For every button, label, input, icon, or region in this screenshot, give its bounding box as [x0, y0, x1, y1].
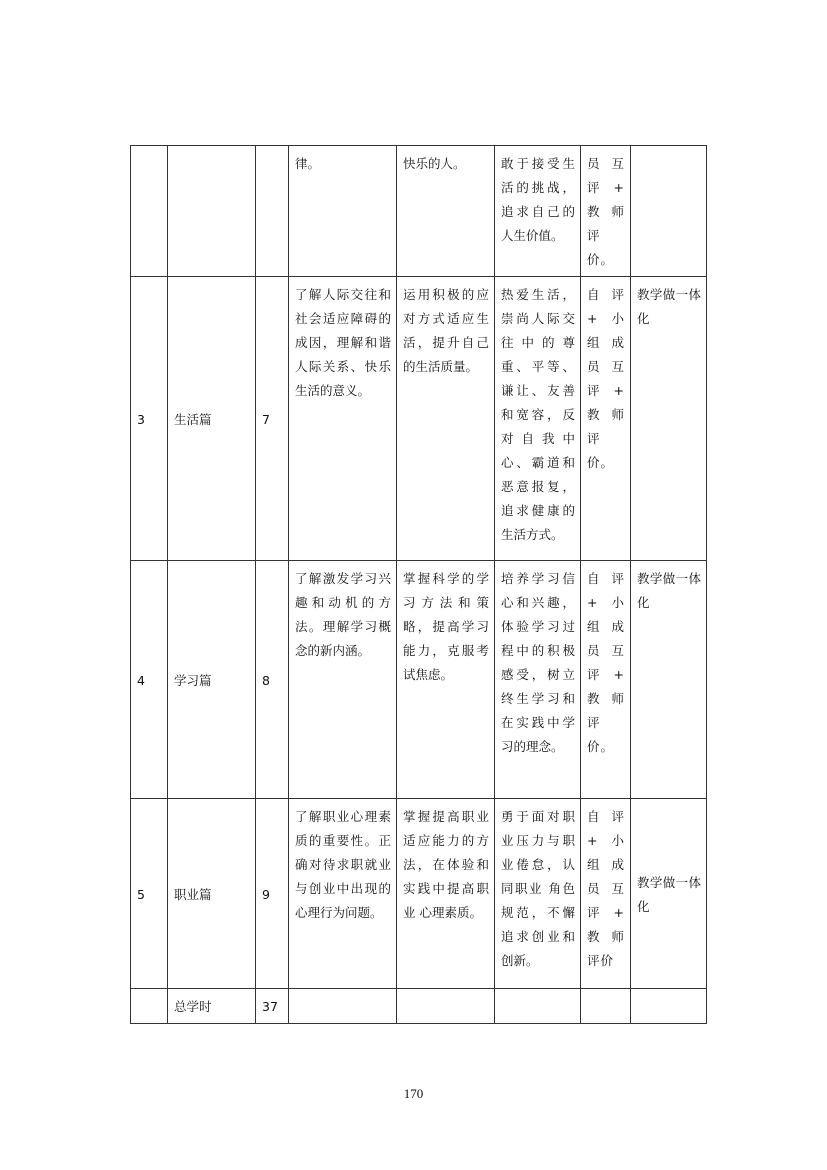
- quality-cell: 培养学习信心和兴趣，体验学习过程中的积极感受，树立终生学习和在实践中学习的理念。: [495, 561, 581, 799]
- total-hours: 37: [256, 989, 289, 1024]
- hours-cell: 8: [256, 561, 289, 799]
- topic-cell: 生活篇: [168, 277, 256, 561]
- total-label: 总学时: [168, 989, 256, 1024]
- quality-cell: 敢于接受生活的挑战，追求自己的人生价值。: [495, 146, 581, 277]
- table-row: [131, 146, 707, 277]
- knowledge-cell: 了解人际交往和社会适应障碍的成因，理解和谐人际关系、快乐生活的意义。: [289, 277, 397, 561]
- method-cell: 教学做一体化: [631, 799, 707, 989]
- hours-cell: 7: [256, 277, 289, 561]
- total-blank-cell: [397, 989, 495, 1024]
- page-number: 170: [403, 1086, 424, 1101]
- course-table: [130, 145, 707, 1024]
- method-cell: [631, 146, 707, 277]
- table-row: [131, 561, 707, 799]
- ability-cell: 掌握提高职业 适应能力的方法，在体验和实践中提高职业 心理素质。: [397, 799, 495, 989]
- total-row: [131, 989, 707, 1024]
- total-blank-cell: [495, 989, 581, 1024]
- assessment-cell: 员互评 + 教师评价。: [581, 146, 631, 277]
- total-blank-cell: [581, 989, 631, 1024]
- ability-cell: 快乐的人。: [397, 146, 495, 277]
- row-number-cell: [131, 146, 168, 277]
- row-number-cell: 5: [131, 799, 168, 989]
- assessment-cell: 自评 + 小组成员互评 + 教师评价。: [581, 277, 631, 561]
- method-cell: 教学做一体化: [631, 277, 707, 561]
- table-row: [131, 799, 707, 989]
- quality-cell: 勇于面对职业压力与职业倦怠，认同职业 角色规范，不懈追求创业和创新。: [495, 799, 581, 989]
- hours-cell: 9: [256, 799, 289, 989]
- row-number-cell: 4: [131, 561, 168, 799]
- total-blank-cell: [289, 989, 397, 1024]
- topic-cell: 职业篇: [168, 799, 256, 989]
- total-blank-cell: [131, 989, 168, 1024]
- total-blank-cell: [631, 989, 707, 1024]
- topic-cell: [168, 146, 256, 277]
- method-cell: 教学做一体化: [631, 561, 707, 799]
- ability-cell: 掌握科学的学习方法和策略，提高学习能力，克服考试焦虑。: [397, 561, 495, 799]
- assessment-cell: 自评 + 小组成员互评 + 教师评价。: [581, 561, 631, 799]
- knowledge-cell: 了解职业心理素质的重要性。正确对待求职就业与创业中出现的心理行为问题。: [289, 799, 397, 989]
- row-number-cell: 3: [131, 277, 168, 561]
- assessment-cell: 自评 + 小组成员互评 + 教师评价: [581, 799, 631, 989]
- table-row: [131, 277, 707, 561]
- knowledge-cell: 律。: [289, 146, 397, 277]
- quality-cell: 热爱生活，崇尚人际交往中的尊重、平等、谦让、友善和宽容，反对自我中心、霸道和恶意报复，追求健康的生活方式。: [495, 277, 581, 561]
- topic-cell: 学习篇: [168, 561, 256, 799]
- knowledge-cell: 了解激发学习兴趣和动机的方法。理解学习概念的新内涵。: [289, 561, 397, 799]
- ability-cell: 运用积极的应对方式适应生活，提升自己的生活质量。: [397, 277, 495, 561]
- hours-cell: [256, 146, 289, 277]
